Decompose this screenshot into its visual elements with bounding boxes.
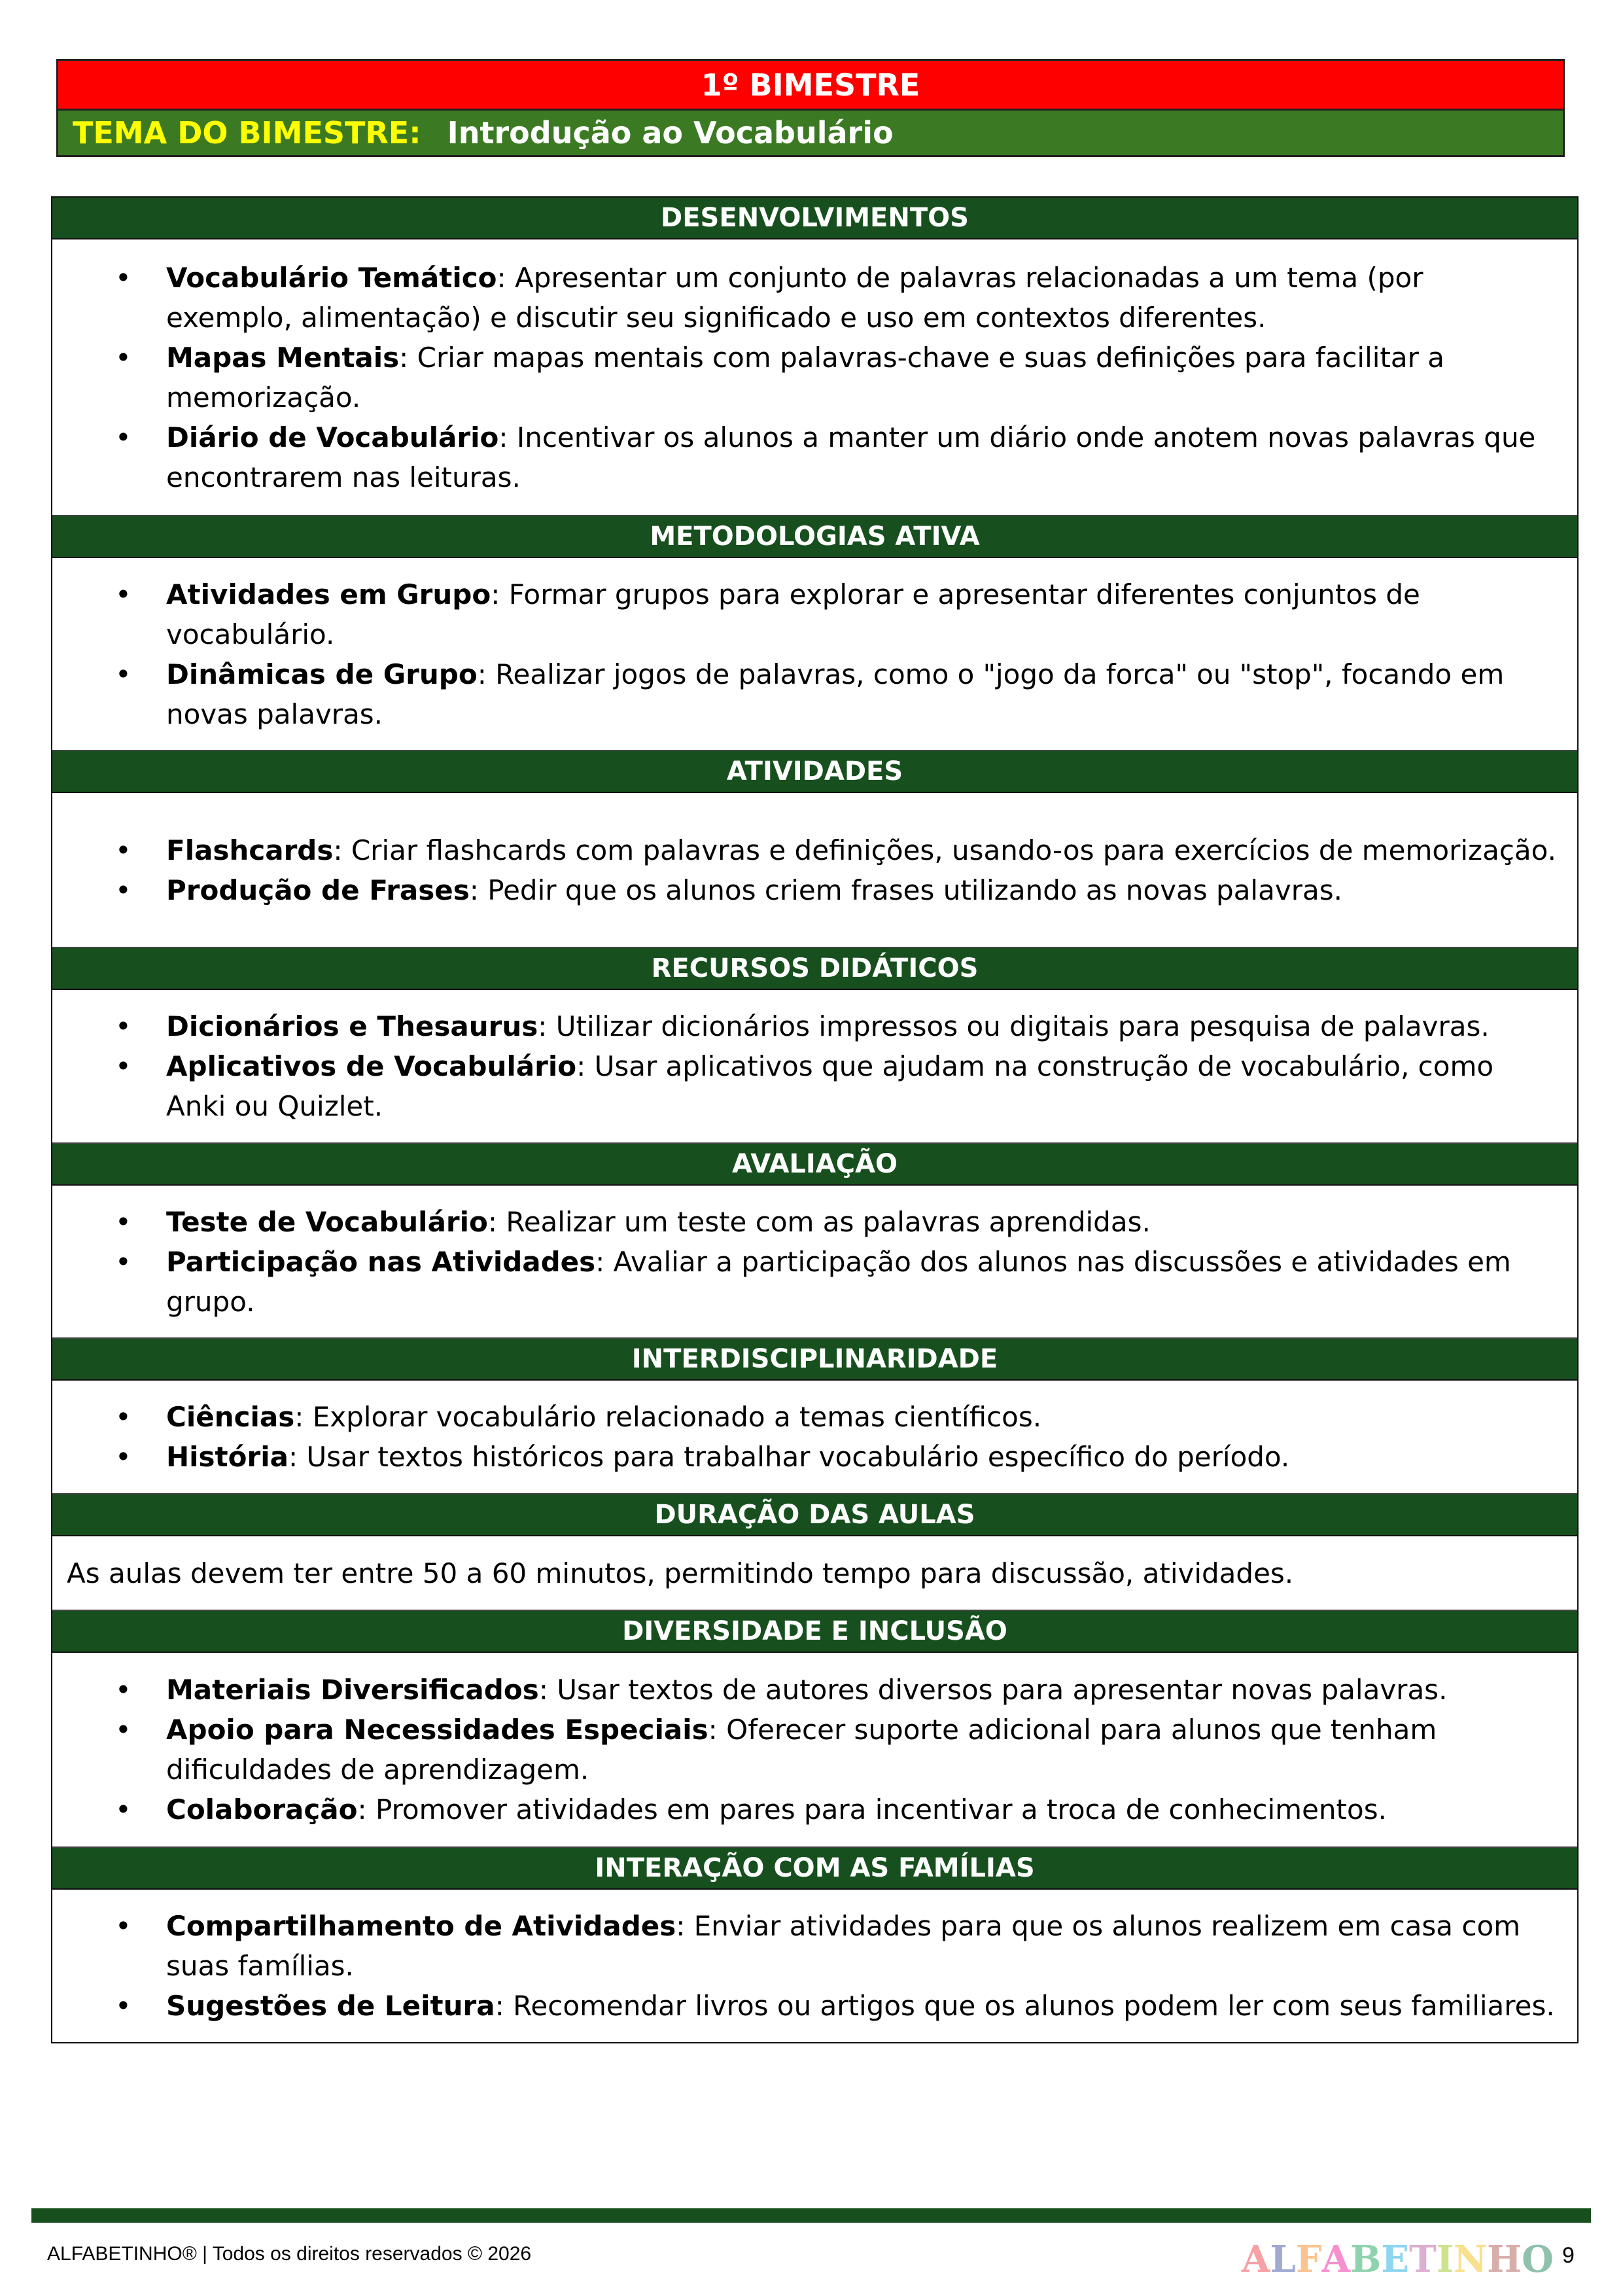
list-item — [52, 1437, 1309, 1477]
bimester-title: 1º BIMESTRE — [58, 61, 1563, 111]
list-item — [52, 338, 1577, 417]
item-description: : Oferecer suporte adicional para alunos que tenham dificuldades de aprendizagem. — [166, 1714, 1437, 1786]
section-body — [52, 239, 1577, 516]
item-term: Sugestões de Leitura — [166, 1990, 495, 2022]
bullet-icon: • — [115, 341, 131, 374]
bullet-icon: • — [115, 874, 131, 906]
logo-letter: F — [1295, 2238, 1322, 2281]
section-body — [52, 793, 1577, 948]
item-description: : Recomendar livros ou artigos que os alunos podem ler com seus familiares. — [495, 1990, 1555, 2022]
item-term: História — [166, 1441, 288, 1473]
bullet-icon: • — [115, 1441, 131, 1473]
bullet-icon: • — [115, 1050, 131, 1082]
item-term: Flashcards — [166, 834, 334, 866]
item-description: : Utilizar dicionários impressos ou digitais para pesquisa de palavras. — [538, 1010, 1490, 1042]
section-body — [52, 1653, 1577, 1848]
bullet-list — [52, 1670, 1577, 1829]
section-header: RECURSOS DIDÁTICOS — [52, 948, 1577, 990]
item-description: : Apresentar um conjunto de palavras relacionadas a um tema (por exemplo, alimentação) e discutir seu significado e uso em contextos diferentes. — [166, 261, 1423, 334]
list-item — [52, 1242, 1577, 1322]
section-header: INTERAÇÃO COM AS FAMÍLIAS — [52, 1848, 1577, 1890]
page-number: 9 — [1562, 2243, 1575, 2268]
lesson-plan-table — [51, 196, 1579, 2043]
bullet-list — [52, 1397, 1309, 1477]
section-body — [52, 1536, 1577, 1611]
item-description: : Realizar um teste com as palavras aprendidas. — [487, 1205, 1151, 1238]
bullet-icon: • — [115, 1401, 131, 1433]
bullet-list — [52, 1202, 1577, 1322]
item-term: Atividades em Grupo — [166, 578, 491, 610]
footer-copyright: ALFABETINHO® | Todos os direitos reservados © 2026 — [47, 2243, 532, 2265]
logo-letter: I — [1436, 2238, 1454, 2281]
bullet-list — [52, 1906, 1577, 2026]
bullet-icon: • — [115, 261, 131, 294]
alfabetinho-logo — [1242, 2238, 1554, 2281]
item-term: Materiais Diversificados — [166, 1674, 539, 1706]
list-item — [52, 1710, 1577, 1790]
theme-label: TEMA DO BIMESTRE: — [73, 115, 421, 150]
list-item — [52, 417, 1577, 497]
list-item — [52, 1397, 1309, 1437]
bullet-list — [52, 574, 1577, 734]
list-item — [52, 1986, 1577, 2026]
section-header: METODOLOGIAS ATIVA — [52, 516, 1577, 558]
section-body — [52, 558, 1577, 751]
list-item — [52, 1046, 1577, 1126]
item-description: : Usar textos de autores diversos para apresentar novas palavras. — [538, 1674, 1448, 1706]
item-term: Diário de Vocabulário — [166, 421, 499, 453]
item-description: : Usar textos históricos para trabalhar vocabulário específico do período. — [288, 1441, 1290, 1473]
bullet-icon: • — [115, 834, 131, 866]
bullet-icon: • — [115, 1714, 131, 1746]
list-item — [52, 258, 1577, 338]
bullet-icon: • — [115, 421, 131, 453]
logo-letter: A — [1242, 2238, 1270, 2281]
item-term: Mapas Mentais — [166, 341, 400, 374]
logo-letter: N — [1453, 2238, 1488, 2281]
section-header: INTERDISCIPLINARIDADE — [52, 1339, 1577, 1381]
bullet-icon: • — [115, 1793, 131, 1826]
bullet-icon: • — [115, 1674, 131, 1706]
bullet-icon: • — [115, 1010, 131, 1042]
item-description: : Criar flashcards com palavras e definições, usando-os para exercícios de memorização. — [333, 834, 1556, 866]
logo-letter: T — [1409, 2238, 1437, 2281]
item-term: Vocabulário Temático — [166, 261, 497, 294]
list-item — [52, 1006, 1577, 1046]
item-description: : Formar grupos para explorar e apresentar diferentes conjuntos de vocabulário. — [166, 578, 1420, 650]
bimester-header — [56, 59, 1565, 157]
item-term: Dinâmicas de Grupo — [166, 658, 478, 690]
theme-row — [58, 111, 1563, 155]
list-item — [52, 1202, 1577, 1242]
item-description: : Avaliar a participação dos alunos nas discussões e atividades em grupo. — [166, 1245, 1511, 1318]
item-term: Colaboração — [166, 1793, 358, 1826]
item-description: : Realizar jogos de palavras, como o "jogo da forca" ou "stop", focando em novas palavras. — [166, 658, 1505, 730]
section-header: DURAÇÃO DAS AULAS — [52, 1494, 1577, 1536]
item-description: : Pedir que os alunos criem frases utilizando as novas palavras. — [469, 874, 1342, 906]
item-description: : Usar aplicativos que ajudam na construção de vocabulário, como Anki ou Quizlet. — [166, 1050, 1494, 1122]
item-description: : Explorar vocabulário relacionado a temas científicos. — [294, 1401, 1042, 1433]
logo-letter: H — [1487, 2238, 1522, 2281]
list-item — [52, 870, 1576, 910]
logo-letter: E — [1381, 2238, 1410, 2281]
list-item — [52, 1790, 1577, 1829]
logo-letter: L — [1270, 2238, 1296, 2281]
list-item — [52, 1906, 1577, 1986]
item-term: Participação nas Atividades — [166, 1245, 596, 1278]
item-term: Produção de Frases — [166, 874, 470, 906]
bullet-icon: • — [115, 578, 131, 610]
item-term: Teste de Vocabulário — [166, 1205, 488, 1238]
logo-letter: B — [1350, 2238, 1382, 2281]
bullet-icon: • — [115, 1910, 131, 1942]
section-header: DESENVOLVIMENTOS — [52, 198, 1577, 239]
item-description: : Promover atividades em pares para incentivar a troca de conhecimentos. — [357, 1793, 1387, 1826]
section-header: ATIVIDADES — [52, 751, 1577, 793]
footer-divider — [31, 2208, 1591, 2223]
section-header: AVALIAÇÃO — [52, 1144, 1577, 1186]
item-term: Compartilhamento de Atividades — [166, 1910, 676, 1942]
theme-value: Introdução ao Vocabulário — [447, 115, 894, 150]
section-body — [52, 1890, 1577, 2042]
logo-letter: O — [1522, 2238, 1554, 2281]
list-item — [52, 830, 1576, 870]
item-term: Aplicativos de Vocabulário — [166, 1050, 577, 1082]
logo-letter: A — [1321, 2238, 1351, 2281]
bullet-icon: • — [115, 1205, 131, 1238]
bullet-list — [52, 1006, 1577, 1126]
bullet-icon: • — [115, 1245, 131, 1278]
section-header: DIVERSIDADE E INCLUSÃO — [52, 1611, 1577, 1653]
section-paragraph: As aulas devem ter entre 50 a 60 minutos, permitindo tempo para discussão, atividades. — [67, 1557, 1294, 1589]
item-description: : Incentivar os alunos a manter um diário onde anotem novas palavras que encontrarem nas leituras. — [166, 421, 1536, 493]
section-body — [52, 1186, 1577, 1339]
bullet-icon: • — [115, 658, 131, 690]
bullet-list — [52, 258, 1577, 497]
item-term: Ciências — [166, 1401, 295, 1433]
item-term: Dicionários e Thesaurus — [166, 1010, 538, 1042]
list-item — [52, 654, 1577, 734]
list-item — [52, 1670, 1577, 1710]
item-description: : Enviar atividades para que os alunos realizem em casa com suas famílias. — [166, 1910, 1521, 1982]
item-term: Apoio para Necessidades Especiais — [166, 1714, 708, 1746]
bullet-icon: • — [115, 1990, 131, 2022]
section-body — [52, 1381, 1577, 1494]
item-description: : Criar mapas mentais com palavras-chave e suas definições para facilitar a memorização. — [166, 341, 1444, 414]
section-body — [52, 990, 1577, 1144]
bullet-list — [52, 830, 1576, 910]
list-item — [52, 574, 1577, 654]
